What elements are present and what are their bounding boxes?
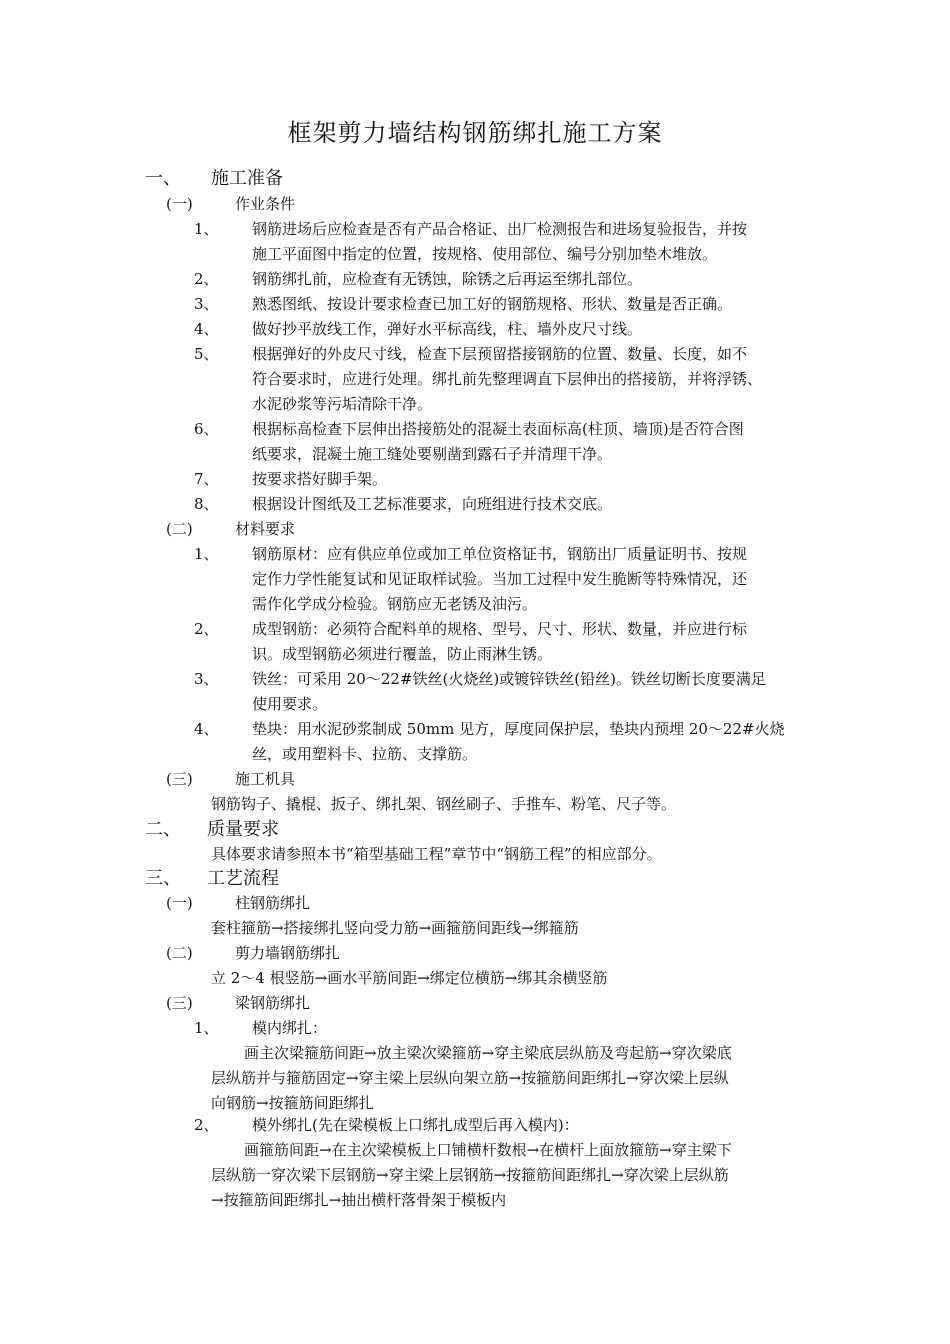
item-text-line: 铁丝：可采用 20～22#铁丝(火烧丝)或镀锌铁丝(铅丝)。铁丝切断长度要满足: [252, 670, 766, 688]
subsection-3-1-title: 柱钢筋绑扎: [235, 894, 311, 912]
subsection-3-3-title: 梁钢筋绑扎: [235, 994, 311, 1012]
item-number: 7、: [194, 470, 219, 488]
section-1-title: 施工准备: [211, 168, 283, 189]
section-3-number: 三、: [145, 868, 181, 889]
item-text-line: 钢筋绑扎前，应检查有无锈蚀，除锈之后再运至绑扎部位。: [252, 270, 643, 288]
paragraph-text: 钢筋钩子、撬棍、扳子、绑扎架、钢丝刷子、手推车、粉笔、尺子等。: [211, 795, 677, 813]
item-text-line: 做好抄平放线工作，弹好水平标高线，柱、墙外皮尺寸线。: [252, 320, 643, 338]
item-text-line: 符合要求时，应进行处理。绑扎前先整理调直下层伸出的搭接筋，并将浮锈、: [252, 370, 763, 388]
process-flow-text: 套柱箍筋→搭接绑扎竖向受力筋→画箍筋间距线→绑箍筋: [211, 919, 579, 937]
item-number: 6、: [194, 420, 219, 438]
item-number: 2、: [194, 620, 219, 638]
subsection-1-3-title: 施工机具: [235, 770, 296, 788]
item-number: 4、: [194, 320, 219, 338]
item-number: 2、: [194, 1116, 219, 1134]
process-flow-text: 向钢筋→按箍筋间距绑扎: [211, 1094, 374, 1112]
subsection-3-2-title: 剪力墙钢筋绑扎: [235, 944, 341, 962]
item-text-line: 垫块：用水泥砂浆制成 50mm 见方，厚度同保护层，垫块内预埋 20～22#火烧: [252, 720, 785, 738]
item-text-line: 识。成型钢筋必须进行覆盖，防止雨淋生锈。: [252, 645, 553, 663]
item-text-line: 根据设计图纸及工艺标准要求，向班组进行技术交底。: [252, 495, 613, 513]
item-text-line: 按要求搭好脚手架。: [252, 470, 388, 488]
paragraph-text: 具体要求请参照本书“箱型基础工程”章节中“钢筋工程”的相应部分。: [211, 845, 662, 863]
item-number: 3、: [194, 670, 219, 688]
item-text-line: 丝，或用塑料卡、拉筋、支撑筋。: [252, 745, 478, 763]
item-text-line: 钢筋进场后应检查是否有产品合格证、出厂检测报告和进场复验报告，并按: [252, 220, 748, 238]
item-text-line: 需作化学成分检验。钢筋应无老锈及油污。: [252, 595, 538, 613]
item-text-line: 纸要求，混凝土施工缝处要剔凿到露石子并清理干净。: [252, 445, 613, 463]
subsection-1-2-title: 材料要求: [235, 520, 296, 538]
item-text-line: 根据标高检查下层伸出搭接筋处的混凝土表面标高(柱顶、墙顶)是否符合图: [252, 420, 744, 438]
item-text-line: 施工平面图中指定的位置，按规格、使用部位、编号分别加垫木堆放。: [252, 245, 718, 263]
item-number: 8、: [194, 495, 219, 513]
item-text-line: 根据弹好的外皮尺寸线，检查下层预留搭接钢筋的位置、数量、长度，如不: [252, 345, 748, 363]
item-title: 模外绑扎(先在梁模板上口绑扎成型后再入模内)：: [252, 1116, 579, 1134]
item-number: 3、: [194, 295, 219, 313]
subsection-1-1-number: (一): [166, 195, 193, 213]
subsection-1-1-title: 作业条件: [235, 195, 296, 213]
item-text-line: 使用要求。: [252, 695, 328, 713]
subsection-3-3-number: (三): [166, 994, 193, 1012]
process-flow-text: →按箍筋间距绑扎→抽出横杆落骨架于模板内: [211, 1191, 507, 1209]
subsection-1-2-number: (二): [166, 520, 193, 538]
item-text-line: 钢筋原材：应有供应单位或加工单位资格证书，钢筋出厂质量证明书、按规: [252, 545, 748, 563]
item-number: 5、: [194, 345, 219, 363]
subsection-3-1-number: (一): [166, 894, 193, 912]
subsection-1-3-number: (三): [166, 770, 193, 788]
process-flow-text: 层纵筋并与箍筋固定→穿主梁上层纵向架立筋→按箍筋间距绑扎→穿次梁上层纵: [211, 1069, 729, 1087]
section-1-number: 一、: [145, 168, 181, 189]
item-text-line: 熟悉图纸、按设计要求检查已加工好的钢筋规格、形状、数量是否正确。: [252, 295, 733, 313]
item-title: 模内绑扎：: [252, 1019, 328, 1037]
process-flow-text: 层纵筋一穿次梁下层钢筋→穿主梁上层钢筋→按箍筋间距绑扎→穿次梁上层纵筋: [211, 1166, 729, 1184]
item-number: 1、: [194, 1019, 219, 1037]
subsection-3-2-number: (二): [166, 944, 193, 962]
item-text-line: 定作力学性能复试和见证取样试验。当加工过程中发生脆断等特殊情况，还: [252, 570, 748, 588]
item-number: 4、: [194, 720, 219, 738]
section-2-title: 质量要求: [207, 819, 279, 840]
process-flow-text: 画主次梁箍筋间距→放主梁次梁箍筋→穿主梁底层纵筋及弯起筋→穿次梁底: [244, 1044, 732, 1062]
item-text-line: 成型钢筋：必须符合配料单的规格、型号、尺寸、形状、数量，并应进行标: [252, 620, 748, 638]
item-text-line: 水泥砂浆等污垢清除干净。: [252, 395, 433, 413]
item-number: 1、: [194, 545, 219, 563]
doc-title: 框架剪力墙结构钢筋绑扎施工方案: [287, 119, 663, 147]
item-number: 1、: [194, 220, 219, 238]
section-3-title: 工艺流程: [207, 868, 279, 889]
process-flow-text: 画箍筋间距→在主次梁模板上口铺横杆数根→在横杆上面放箍筋→穿主梁下: [244, 1141, 732, 1159]
section-2-number: 二、: [145, 819, 181, 840]
item-number: 2、: [194, 270, 219, 288]
process-flow-text: 立 2～4 根竖筋→画水平筋间距→绑定位横筋→绑其余横竖筋: [211, 969, 608, 987]
